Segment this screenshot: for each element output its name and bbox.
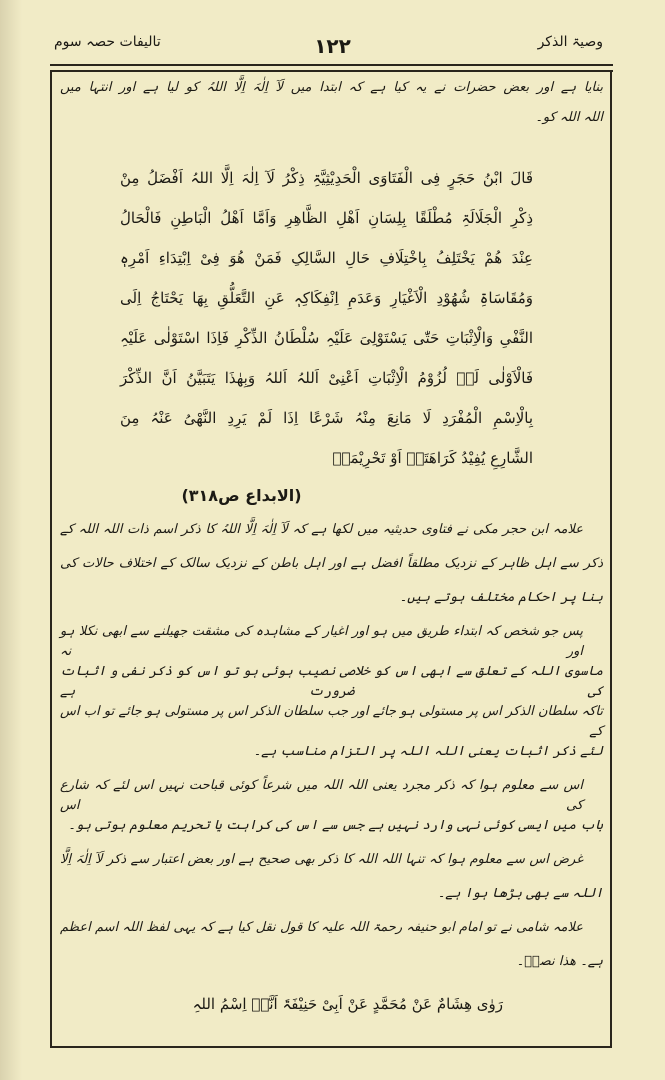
- header-rule-top: [50, 64, 613, 66]
- body-line: اللہ سے بھی بڑھا ہوا ہے۔: [437, 886, 603, 901]
- body-line: باب میں ایسی کوئی نہی وارد نہیں ہے جس سے اس کی کراہت یا تحریم معلوم ہوتی ہو۔: [68, 818, 603, 833]
- body-line: تاکہ سلطان الذکر اس پر مستولی ہو جائے اور جب سلطان الذکر اس پر مستولی ہو جائے تو اب اس کے: [60, 704, 603, 739]
- body-line: بنا پر احکام مختلف ہوتے ہیں۔: [399, 590, 603, 605]
- arabic-quote-line: فَالْاَوْلٰی لَہٗ لُزُوْمُ الْاِثْبَاتِ اَعْنِیْ اَللہُ اَللہُ وَبِھٰذَا یَتَبَیَّنُ اَنَّ الذِّکْرَ: [120, 369, 533, 387]
- body-line: اس سے معلوم ہوا کہ ذکر مجرد یعنی اللہ اللہ میں شرعاً کوئی قباحت نہیں اس لئے کہ شارع کی اس: [60, 778, 583, 813]
- arabic-quote-line: قَالَ ابْنُ حَجَرٍ فِی الْفَتَاوَی الْحَدِیْثِیَّۃِ ذِکْرُ لَآ اِلٰہَ اِلَّا اللہُ اَفْضَلُ مِنْ: [120, 169, 533, 187]
- body-line: پس جو شخص کہ ابتداء طریق میں ہو اور اغیار کے مشاہدہ کی مشقت جھیلنے سے ابھی نکلا ہو اور نہ: [60, 624, 583, 659]
- arabic-quote-line: الشَّارِعِ یُفِیْدُ کَرَاھَتَہٗ اَوْ تَحْرِیْمَہٗ: [332, 449, 533, 467]
- arabic-quote: [120, 166, 533, 486]
- arabic-quote-line: عِنْدَ ھُمْ یَخْتَلِفُ بِاخْتِلَافِ حَالِ السَّالِکِ فَمَنْ ھُوَ فِیْ اِبْتِدَاءِ اَمْرِہٖ: [120, 249, 533, 267]
- body-line: ہے۔ ھذا نصہٗ۔: [516, 954, 603, 969]
- body-line: لئے ذکر اثبات یعنی اللہ اللہ پر التزام مناسب ہے۔: [253, 744, 603, 759]
- intro-line: اللہ اللہ کو۔: [535, 110, 603, 125]
- intro-line: بنایا ہے اور بعض حضرات نے یہ کیا ہے کہ ابتدا میں لَآ اِلٰہَ اِلَّا اللہُ کو لیا ہے اور انتہا میں: [60, 80, 603, 95]
- citation-reference: (الابداع ص۳۱۸): [181, 486, 302, 505]
- arabic-quote-line: ذِکْرِ الْجَلَالَۃِ مُطْلَقًا بِلِسَانِ اَھْلِ الظَّاھِرِ وَاَمَّا اَھْلُ الْبَاطِنِ فَالْحَالُ: [120, 209, 533, 227]
- body-line: غرض اس سے معلوم ہوا کہ تنہا اللہ اللہ کا ذکر بھی صحیح ہے اور بعض اعتبار سے ذکر لَآ اِلٰہَ اِلَّا: [60, 852, 583, 867]
- arabic-quote-line: بِالْاِسْمِ الْمُفْرَدِ لَا مَانِعَ مِنْہُ شَرْعًا اِذَا لَمْ یَرِدِ النَّھْیُ عَنْہُ مِنَ: [120, 409, 533, 427]
- closing-arabic-line: رَوٰی ھِشَامٌ عَنْ مُحَمَّدٍ عَنْ اَبِیْ حَنِیْفَۃَ اَنَّہٗ اِسْمُ اللہِ: [192, 995, 503, 1013]
- page-edge-shadow: [0, 0, 22, 1080]
- body-line: ماسوی اللہ کے تعلق سے ابھی اس کو خلاصی نصیب ہوئی ہو تو اس کو ذکر نفی و اثبات کی ضرورت ہے: [60, 664, 603, 699]
- page-number: ۱۲۲: [314, 34, 351, 58]
- page-text: [60, 78, 603, 1016]
- body-line: علامہ ابن حجر مکی نے فتاوی حدیثیہ میں لکھا ہے کہ لَآ اِلٰہَ اِلَّا اللہُ کا ذکر اسم ذات اللہ اللہ کے: [60, 522, 584, 537]
- running-header-book: تالیفات حصہ سوم: [54, 34, 161, 50]
- arabic-quote-line: وَمُقَاسَاۃِ شُھُوْدِ الْاَغْیَارِ وَعَدَمِ اِنْفِکَاکِہٖ عَنِ التَّعَلُّقِ بِھَا یَحْتَاجُ اِلَی: [120, 289, 533, 307]
- arabic-quote-line: النَّفْیِ وَالْاِثْبَاتِ حَتّٰی یَسْتَوْلِیَ عَلَیْہِ سُلْطَانُ الذِّکْرِ فَاِذَا اسْتَوْلٰی عَلَیْہِ: [120, 329, 533, 347]
- body-line: ذکر سے اہل ظاہر کے نزدیک مطلقاً افضل ہے اور اہل باطن کے نزدیک سالک کے اختلاف حالات کی: [60, 556, 603, 571]
- body-line: علامہ شامی نے تو امام ابو حنیفہ رحمۃ اللہ علیہ کا قول نقل کیا ہے کہ یہی لفظ اللہ اسم اعظم: [60, 920, 583, 935]
- running-header-title: وصیۃ الذکر: [537, 34, 603, 50]
